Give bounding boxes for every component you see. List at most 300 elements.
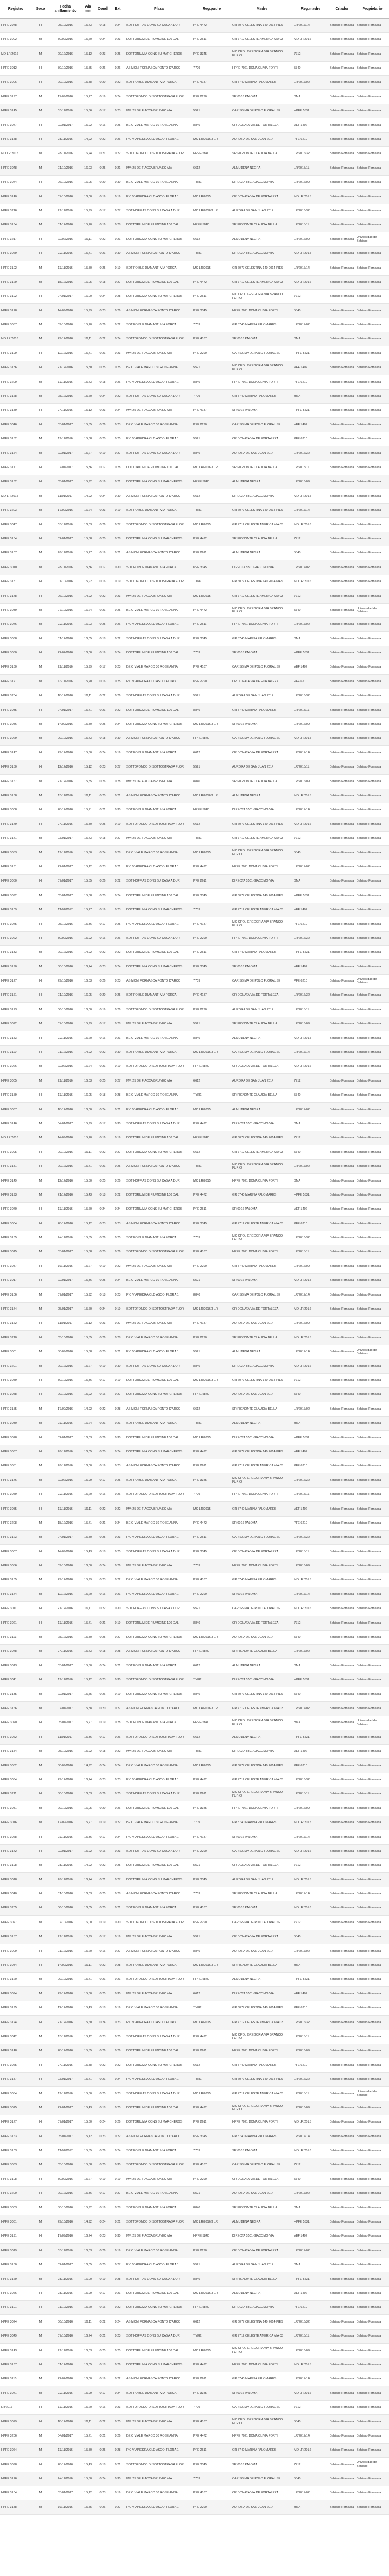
table-row[interactable] [0,1645,389,1659]
cell-madre: GR 7712 CELESTE AMERICA VIA 03 [231,275,293,289]
cell-cond: 0,26 [95,2244,110,2258]
table-row[interactable] [0,90,389,104]
table-row[interactable] [0,1830,389,1844]
cell-cond: 0,21 [95,1616,110,1630]
table-row[interactable] [0,1317,389,1331]
cell-madre: CR DONATA VIA DE FORTALEZA [231,118,293,132]
cell-reg-madre: MO LR/2015 [293,1031,328,1045]
table-row[interactable] [0,404,389,418]
col-ala-header[interactable]: Ala mm [81,0,95,18]
table-row[interactable] [0,2058,389,2072]
table-row[interactable] [0,1459,389,1473]
cell-madre: CARISSIMA DE POLO FLORAL SE [231,1288,293,1302]
cell-fecha: 12/12/2016 [50,2001,81,2015]
table-row[interactable] [0,1217,389,1231]
table-row[interactable] [0,2458,389,2472]
table-row[interactable] [0,2016,389,2030]
cell-ala: 15,27 [81,446,95,461]
cell-reg-madre: BMA [293,2258,328,2272]
cell-fecha: 11/01/2017 [50,1317,81,1331]
table-row[interactable] [0,646,389,660]
table-row[interactable] [0,1844,389,1858]
table-row[interactable] [0,1045,389,1059]
table-row[interactable] [0,1145,389,1159]
table-row[interactable] [0,2258,389,2272]
table-row[interactable] [0,2329,389,2343]
table-row[interactable] [0,1273,389,1287]
cell-cond: 0,22 [95,1502,110,1516]
table-row[interactable] [0,1159,389,1173]
cell-registro: HPFE 3092 [0,889,31,903]
table-row[interactable] [0,931,389,945]
cell-propietario: Bahiano Fornasca [356,175,389,189]
table-row[interactable] [0,2400,389,2414]
cell-registro: HPFE 3153 [0,1031,31,1045]
cell-fecha: 19/11/2016 [50,2500,81,2514]
table-row[interactable] [0,1074,389,1088]
table-row[interactable] [0,1003,389,1017]
cell-ext: 0,19 [110,503,125,517]
cell-madre: GR 6077 CELESTINA 140 2014 PIES [231,261,293,275]
table-row[interactable] [0,617,389,631]
table-row[interactable] [0,147,389,161]
table-row[interactable] [0,546,389,560]
cell-plaza: SOTTOFONDO DI SOTTOSTRADA FLOR [125,1060,192,1074]
table-row[interactable] [0,560,389,575]
table-row[interactable] [0,1916,389,1930]
table-row[interactable] [0,1231,389,1245]
table-row[interactable] [0,2386,389,2400]
cell-registro: HPFE 3012 [0,61,31,75]
cell-propietario: Bahiano Fornasca [356,817,389,831]
cell-criador: Bahiano Fornasca [328,2072,356,2086]
table-row[interactable] [0,1103,389,1117]
table-row[interactable] [0,2087,389,2101]
cell-cond: 0,16 [95,575,110,589]
table-row[interactable] [0,1901,389,1916]
table-row[interactable] [0,1930,389,1944]
table-row[interactable] [0,917,389,931]
cell-plaza: PIC VIAPIEDRA OLD ASCOI FLORA 1 [125,860,192,874]
table-row[interactable] [0,1516,389,1530]
table-row[interactable] [0,2286,389,2300]
cell-plaza: SOT HOFF AS CONS SU CASA A DUR [125,389,192,403]
table-row[interactable] [0,2372,389,2386]
cell-cond: 0,19 [95,546,110,560]
cell-criador: Bahiano Fornasca [328,1103,356,1117]
table-row[interactable] [0,104,389,118]
cell-criador: Bahiano Fornasca [328,675,356,689]
table-row[interactable] [0,575,389,589]
table-row[interactable] [0,418,389,432]
table-row[interactable] [0,1017,389,1031]
col-ext-header[interactable]: Ext [110,0,125,18]
cell-ext: 0,30 [110,1117,125,1131]
cell-plaza: DOTTORIUM A CONS SU MARCHEROS [125,289,192,303]
table-row[interactable] [0,2244,389,2258]
cell-fecha: 29/10/2016 [50,2215,81,2229]
col-plaza-header[interactable]: Plaza [125,0,192,18]
cell-criador: Bahiano Fornasca [328,1217,356,1231]
table-row[interactable] [0,1958,389,1972]
cell-propietario: Bahiano Fornasca [356,389,389,403]
cell-cond: 0,17 [95,1830,110,1844]
cell-reg-madre: LR/2016/32 [293,446,328,461]
table-row[interactable] [0,1630,389,1644]
table-row[interactable] [0,889,389,903]
cell-sexo: H [31,1673,50,1687]
cell-reg-madre: 7712 [293,1858,328,1872]
table-row[interactable] [0,2500,389,2514]
table-row[interactable] [0,161,389,175]
table-row[interactable] [0,1973,389,1987]
table-row[interactable] [0,689,389,703]
cell-ext: 0,23 [110,32,125,46]
table-row[interactable] [0,1530,389,1544]
cell-registro: HPFE 3069 [0,246,31,261]
table-row[interactable] [0,1373,389,1387]
table-row[interactable] [0,518,389,532]
cell-propietario: Universidad de Bahiano [356,2087,389,2101]
col-propietario-header[interactable]: Propietario [356,0,389,18]
cell-plaza: MV: 25 DE FIACCA BRUNEC VIA [125,1017,192,1031]
table-row[interactable] [0,1587,389,1601]
cell-fecha: 07/10/2016 [50,1916,81,1930]
table-row[interactable] [0,703,389,717]
cell-criador: Bahiano Fornasca [328,1687,356,1701]
cell-ala: 15,99 [81,1117,95,1131]
table-row[interactable] [0,1188,389,1202]
table-row[interactable] [0,1131,389,1145]
cell-fecha: 07/10/2016 [50,2329,81,2343]
table-row[interactable] [0,118,389,132]
table-row[interactable] [0,1987,389,2001]
cell-reg-madre: LR/2017/14 [293,2429,328,2443]
cell-ala: 16,05 [81,1088,95,1102]
table-row[interactable] [0,660,389,675]
table-row[interactable] [0,1388,389,1402]
table-row[interactable] [0,1659,389,1673]
cell-sexo: H [31,2058,50,2072]
table-row[interactable] [0,18,389,32]
table-row[interactable] [0,475,389,489]
table-row[interactable] [0,1202,389,1216]
col-cond-header[interactable]: Cond [95,0,110,18]
cell-reg-madre: HPFE 5531 [293,2272,328,2286]
cell-sexo: H [31,1103,50,1117]
table-row[interactable] [0,47,389,61]
col-madre-header[interactable]: Madre [231,0,293,18]
table-row[interactable] [0,1873,389,1887]
cell-madre: AURORA DE SAN JUAN 2014 [231,2186,293,2200]
cell-ala: 16,24 [81,960,95,974]
table-row[interactable] [0,831,389,845]
table-row[interactable] [0,2215,389,2229]
cell-ext: 0,22 [110,389,125,403]
table-row[interactable] [0,1288,389,1302]
table-row[interactable] [0,1887,389,1901]
table-row[interactable] [0,489,389,503]
table-row[interactable] [0,1117,389,1131]
table-row[interactable] [0,2115,389,2129]
cell-criador: Bahiano Fornasca [328,2158,356,2172]
table-row[interactable] [0,1445,389,1459]
table-row[interactable] [0,2158,389,2172]
table-row[interactable] [0,76,389,90]
table-row[interactable] [0,1616,389,1630]
table-row[interactable] [0,1359,389,1373]
cell-madre: MO OPOL GREGORIA VIA BRANCO FURIO [231,846,293,860]
table-row[interactable] [0,1773,389,1787]
cell-registro: HPFE 3216 [0,204,31,218]
col-reg-madre-header[interactable]: Reg.madre [293,0,328,18]
cell-sexo: M [31,732,50,746]
table-row[interactable] [0,1858,389,1872]
cell-sexo: M [31,147,50,161]
cell-fecha: 22/11/2016 [50,1074,81,1088]
table-row[interactable] [0,1730,389,1744]
table-row[interactable] [0,1545,389,1559]
table-row[interactable] [0,304,389,318]
table-row[interactable] [0,2072,389,2086]
cell-reg-padre: PFE 4187 [192,660,231,675]
cell-cond: 0,25 [95,2087,110,2101]
table-row[interactable] [0,503,389,517]
table-row[interactable] [0,32,389,46]
cell-fecha: 02/01/2017 [50,532,81,546]
table-row[interactable] [0,2472,389,2486]
table-row[interactable] [0,945,389,959]
col-sexo-header[interactable]: Sexo [31,0,50,18]
cell-plaza: ASIMONI FORNASCA PONTO D'ARCO [125,1459,192,1473]
table-row[interactable] [0,717,389,731]
table-row[interactable] [0,675,389,689]
table-row[interactable] [0,1331,389,1345]
cell-plaza: ASIMONI FORNASCA PONTO D'ARCO [125,1645,192,1659]
table-row[interactable] [0,1601,389,1616]
table-row[interactable] [0,1345,389,1359]
table-row[interactable] [0,1944,389,1958]
table-row[interactable] [0,446,389,461]
table-row[interactable] [0,175,389,189]
table-row[interactable] [0,732,389,746]
cell-ala: 15,60 [81,1659,95,1673]
cell-reg-padre: 7709 [192,2472,231,2486]
cell-criador: Bahiano Fornasca [328,489,356,503]
table-row[interactable] [0,817,389,831]
cell-fecha: 22/11/2016 [50,204,81,218]
cell-registro: HPFE 3018 [0,1873,31,1887]
table-row[interactable] [0,2415,389,2429]
cell-reg-madre: MO LR/2016 [293,1359,328,1373]
table-row[interactable] [0,803,389,817]
table-row[interactable] [0,432,389,446]
table-row[interactable] [0,589,389,603]
cell-cond: 0,18 [95,2001,110,2015]
cell-registro: HPFE 3164 [0,446,31,461]
table-row[interactable] [0,2144,389,2158]
cell-madre: DIRECTA 5501 GIACOMO VIA [231,1431,293,1445]
table-row[interactable] [0,218,389,232]
table-row[interactable] [0,1573,389,1587]
table-row[interactable] [0,261,389,275]
cell-cond: 0,17 [95,2186,110,2200]
table-row[interactable] [0,1716,389,1730]
cell-ala: 15,80 [81,1174,95,1188]
cell-reg-padre: 8840 [192,446,231,461]
table-row[interactable] [0,775,389,789]
table-row[interactable] [0,232,389,246]
table-row[interactable] [0,2101,389,2115]
table-row[interactable] [0,960,389,974]
col-criador-header[interactable]: Criador [328,0,356,18]
table-row[interactable] [0,903,389,917]
table-row[interactable] [0,1431,389,1445]
table-row[interactable] [0,1673,389,1687]
cell-cond: 0,24 [95,2472,110,2486]
cell-propietario: Bahiano Fornasca [356,261,389,275]
table-row[interactable] [0,375,389,389]
cell-madre: CARISSIMA DE POLO FLORAL SE [231,1916,293,1930]
table-row[interactable] [0,190,389,204]
cell-sexo: H [31,689,50,703]
table-row[interactable] [0,318,389,332]
cell-reg-madre: 5340 [293,603,328,617]
table-row[interactable] [0,760,389,774]
table-row[interactable] [0,632,389,646]
cell-propietario: Bahiano Fornasca [356,1973,389,1987]
cell-plaza: MV: 25 DE FIACCA BRUNEC VIA [125,1559,192,1573]
table-row[interactable] [0,132,389,146]
cell-criador: Bahiano Fornasca [328,1259,356,1273]
cell-fecha: 05/01/2017 [50,1302,81,1316]
table-row[interactable] [0,2486,389,2500]
table-row[interactable] [0,2030,389,2044]
table-row[interactable] [0,361,389,375]
table-row[interactable] [0,1416,389,1430]
table-row[interactable] [0,1174,389,1188]
cell-registro: HPFE 3066 [0,2286,31,2300]
cell-plaza: SOTTOFONDO DI SOTTOSTRADA FLOR [125,1302,192,1316]
cell-registro: HPFE 3184 [0,532,31,546]
cell-plaza: PIC VIAPIEDRA OLD ASCOI FLORA 1 [125,190,192,204]
table-row[interactable] [0,989,389,1003]
table-row[interactable] [0,332,389,346]
table-row[interactable] [0,461,389,475]
table-row[interactable] [0,2201,389,2215]
table-row[interactable] [0,1502,389,1516]
table-row[interactable] [0,2130,389,2144]
cell-fecha: 19/11/2016 [50,432,81,446]
table-row[interactable] [0,1259,389,1273]
table-row[interactable] [0,1801,389,1816]
table-row[interactable] [0,1031,389,1045]
table-row[interactable] [0,204,389,218]
table-row[interactable] [0,1759,389,1773]
cell-cond: 0,21 [95,147,110,161]
col-registro-header[interactable]: Registro [0,0,31,18]
table-row[interactable] [0,2301,389,2315]
table-row[interactable] [0,746,389,760]
table-row[interactable] [0,1402,389,1416]
table-row[interactable] [0,2429,389,2443]
cell-criador: Bahiano Fornasca [328,1117,356,1131]
table-row[interactable] [0,532,389,546]
table-row[interactable] [0,1687,389,1701]
cell-plaza: SOTTOFONDO DI SOTTOSTRADA FLOR [125,1487,192,1501]
cell-ext: 0,24 [110,889,125,903]
cell-criador: Bahiano Fornasca [328,118,356,132]
cell-registro: HPFE 3154 [0,1744,31,1758]
cell-madre: CARISSIMA DE POLO FLORAL SE [231,1601,293,1616]
cell-reg-madre: LR/2016/32 [293,1530,328,1544]
table-row[interactable] [0,246,389,261]
table-row[interactable] [0,2358,389,2372]
cell-criador: Bahiano Fornasca [328,161,356,175]
cell-cond: 0,17 [95,1473,110,1487]
table-row[interactable] [0,2186,389,2200]
table-row[interactable] [0,1559,389,1573]
cell-fecha: 21/12/2016 [50,1601,81,1616]
table-row[interactable] [0,2230,389,2244]
table-row[interactable] [0,1787,389,1801]
table-row[interactable] [0,2172,389,2186]
table-row[interactable] [0,2044,389,2058]
cell-cond: 0,20 [95,1245,110,1259]
table-row[interactable] [0,346,389,361]
cell-cond: 0,20 [95,1345,110,1359]
table-row[interactable] [0,1744,389,1758]
table-row[interactable] [0,1088,389,1102]
cell-ext: 0,27 [110,1388,125,1402]
table-row[interactable] [0,289,389,303]
table-row[interactable] [0,603,389,617]
cell-ext: 0,25 [110,917,125,931]
cell-madre: HPFE 7021 DONA OLIVIA FORTI [231,1559,293,1573]
cell-criador: Bahiano Fornasca [328,2443,356,2457]
table-row[interactable] [0,1245,389,1259]
cell-propietario: Bahiano Fornasca [356,246,389,261]
table-row[interactable] [0,2001,389,2015]
table-row[interactable] [0,2443,389,2457]
table-row[interactable] [0,2272,389,2286]
table-row[interactable] [0,1473,389,1487]
table-row[interactable] [0,2315,389,2329]
table-row[interactable] [0,61,389,75]
cell-cond: 0,16 [95,1131,110,1145]
table-row[interactable] [0,860,389,874]
table-row[interactable] [0,1816,389,1830]
table-row[interactable] [0,1060,389,1074]
table-row[interactable] [0,974,389,988]
cell-registro: HPFE 3047 [0,518,31,532]
table-row[interactable] [0,2344,389,2358]
cell-sexo: H [31,404,50,418]
col-reg-padre-header[interactable]: Reg.padre [192,0,231,18]
table-row[interactable] [0,846,389,860]
cell-propietario: Bahiano Fornasca [356,2001,389,2015]
table-row[interactable] [0,1487,389,1501]
table-row[interactable] [0,789,389,803]
col-fecha-header[interactable]: Fecha anillamiento [50,0,81,18]
table-row[interactable] [0,275,389,289]
table-row[interactable] [0,1701,389,1716]
table-row[interactable] [0,389,389,403]
cell-reg-madre: MO LR/2016 [293,575,328,589]
table-row[interactable] [0,874,389,888]
cell-plaza: SOT HOFF AS CONS SU CASA A DUR [125,632,192,646]
table-row[interactable] [0,1302,389,1316]
